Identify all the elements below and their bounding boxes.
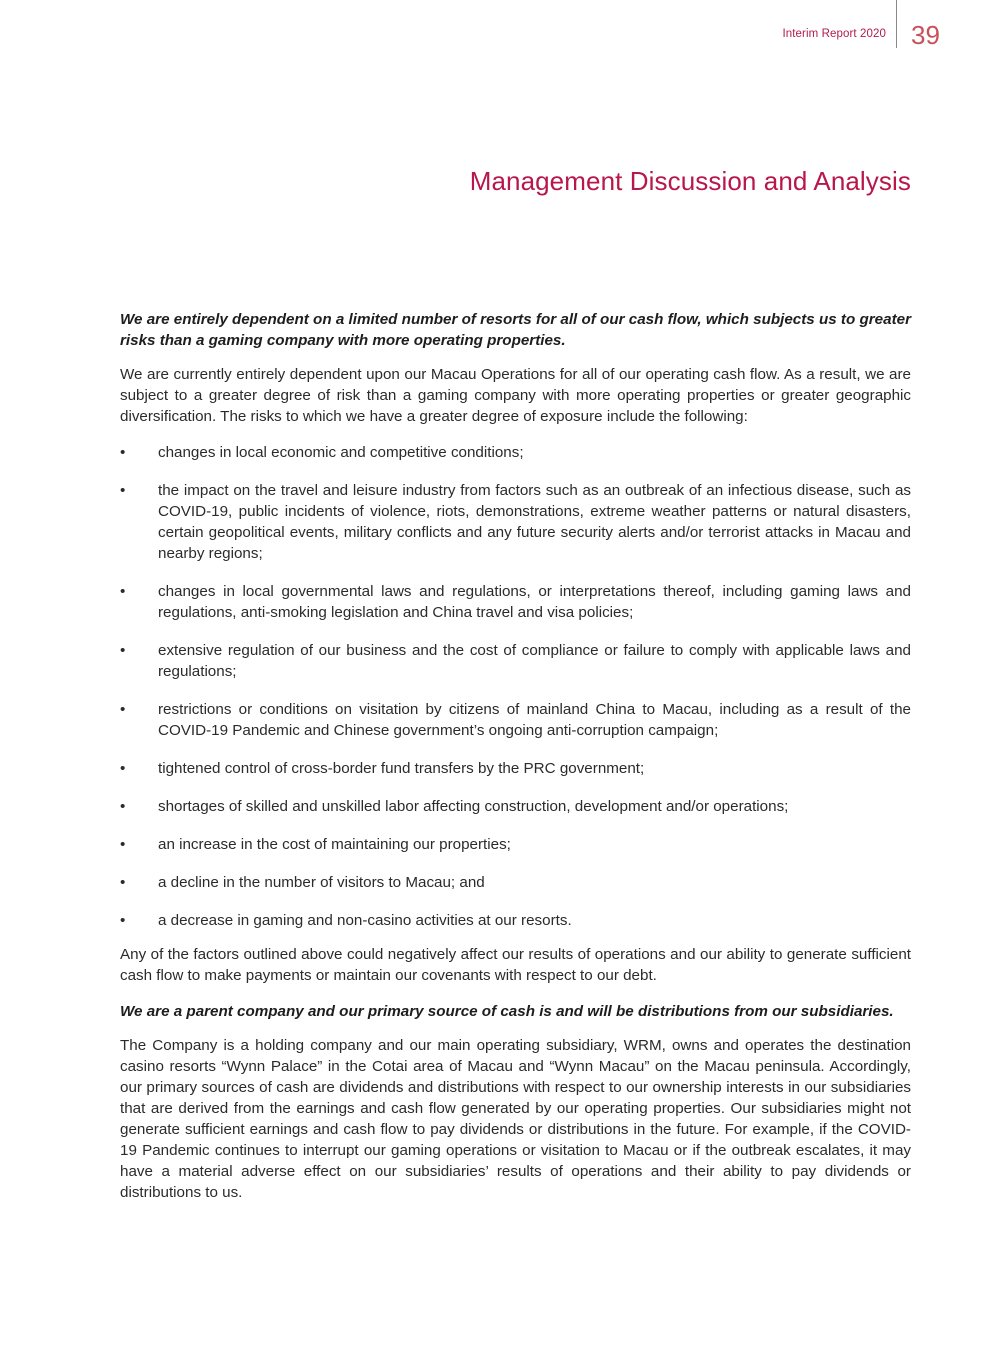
list-item-text: a decline in the number of visitors to Macau; and: [158, 874, 485, 891]
bullet-icon: •: [120, 642, 126, 659]
subheading-dependency-risk: We are entirely dependent on a limited number of resorts for all of our cash flow, which subjects us to greater risks than a gaming company with more operating properties.: [120, 311, 911, 349]
report-label: Interim Report 2020: [782, 28, 886, 40]
paragraph-macau-dependence: We are currently entirely dependent upon our Macau Operations for all of our operating cash flow. As a result, we are subject to a greater degree of risk than a gaming company with more operating properties or greater geographic diversification. The risks to which we have a greater degree of exposure include the following:: [120, 366, 911, 425]
header-divider: [896, 0, 897, 48]
page-header: [0, 0, 1006, 60]
page-number: 39: [911, 20, 940, 50]
list-item: [120, 640, 911, 682]
bullet-icon: •: [120, 482, 126, 499]
list-item: [120, 796, 911, 817]
bullet-icon: •: [120, 444, 126, 461]
list-item: [120, 699, 911, 741]
subheading-parent-company: We are a parent company and our primary source of cash is and will be distributions from our subsidiaries.: [120, 1003, 894, 1020]
list-item: [120, 872, 911, 893]
bullet-icon: •: [120, 798, 126, 815]
body-content: [120, 309, 911, 1218]
bullet-icon: •: [120, 874, 126, 891]
list-item: [120, 442, 911, 463]
risk-factor-list: [120, 442, 911, 931]
list-item: [120, 834, 911, 855]
list-item-text: a decrease in gaming and non-casino activities at our resorts.: [158, 912, 572, 929]
list-item-text: restrictions or conditions on visitation by citizens of mainland China to Macau, including as a result of the COVID-19 Pandemic and Chinese government’s ongoing anti-corruption campaign;: [158, 701, 911, 739]
paragraph-factors-summary: Any of the factors outlined above could negatively affect our results of operations and our ability to generate sufficient cash flow to make payments or maintain our covenants with respect to our debt.: [120, 946, 911, 984]
bullet-icon: •: [120, 836, 126, 853]
list-item-text: an increase in the cost of maintaining our properties;: [158, 836, 511, 853]
bullet-icon: •: [120, 701, 126, 718]
list-item-text: tightened control of cross-border fund transfers by the PRC government;: [158, 760, 645, 777]
list-item-text: changes in local economic and competitive conditions;: [158, 444, 524, 461]
list-item: [120, 758, 911, 779]
list-item-text: extensive regulation of our business and the cost of compliance or failure to comply with applicable laws and regulations;: [158, 642, 911, 680]
list-item-text: the impact on the travel and leisure industry from factors such as an outbreak of an infectious disease, such as COVID-19, public incidents of violence, riots, demonstrations, extreme weather patterns or natural disasters, certain geopolitical events, military conflicts and any future security alerts and/or terrorist attacks in Macau and nearby regions;: [158, 482, 911, 562]
list-item-text: shortages of skilled and unskilled labor affecting construction, development and/or operations;: [158, 798, 789, 815]
section-title: Management Discussion and Analysis: [469, 166, 911, 196]
list-item: [120, 581, 911, 623]
bullet-icon: •: [120, 912, 126, 929]
list-item: [120, 480, 911, 564]
list-item: [120, 910, 911, 931]
paragraph-holding-company: The Company is a holding company and our main operating subsidiary, WRM, owns and operates the destination casino resorts “Wynn Palace” in the Cotai area of Macau and “Wynn Macau” on the Macau peninsula. Accordingly, our primary sources of cash are dividends and distributions with respect to our ownership interests in our subsidiaries that are derived from the earnings and cash flow generated by our operating properties. Our subsidiaries might not generate sufficient earnings and cash flow to pay dividends or distributions in the future. For example, if the COVID-19 Pandemic continues to interrupt our gaming operations or visitation to Macau or if the outbreak escalates, it may have a material adverse effect on our subsidiaries’ results of operations and their ability to pay dividends or distributions to us.: [120, 1037, 911, 1201]
bullet-icon: •: [120, 583, 126, 600]
list-item-text: changes in local governmental laws and regulations, or interpretations thereof, including gaming laws and regulations, anti-smoking legislation and China travel and visa policies;: [158, 583, 911, 621]
bullet-icon: •: [120, 760, 126, 777]
